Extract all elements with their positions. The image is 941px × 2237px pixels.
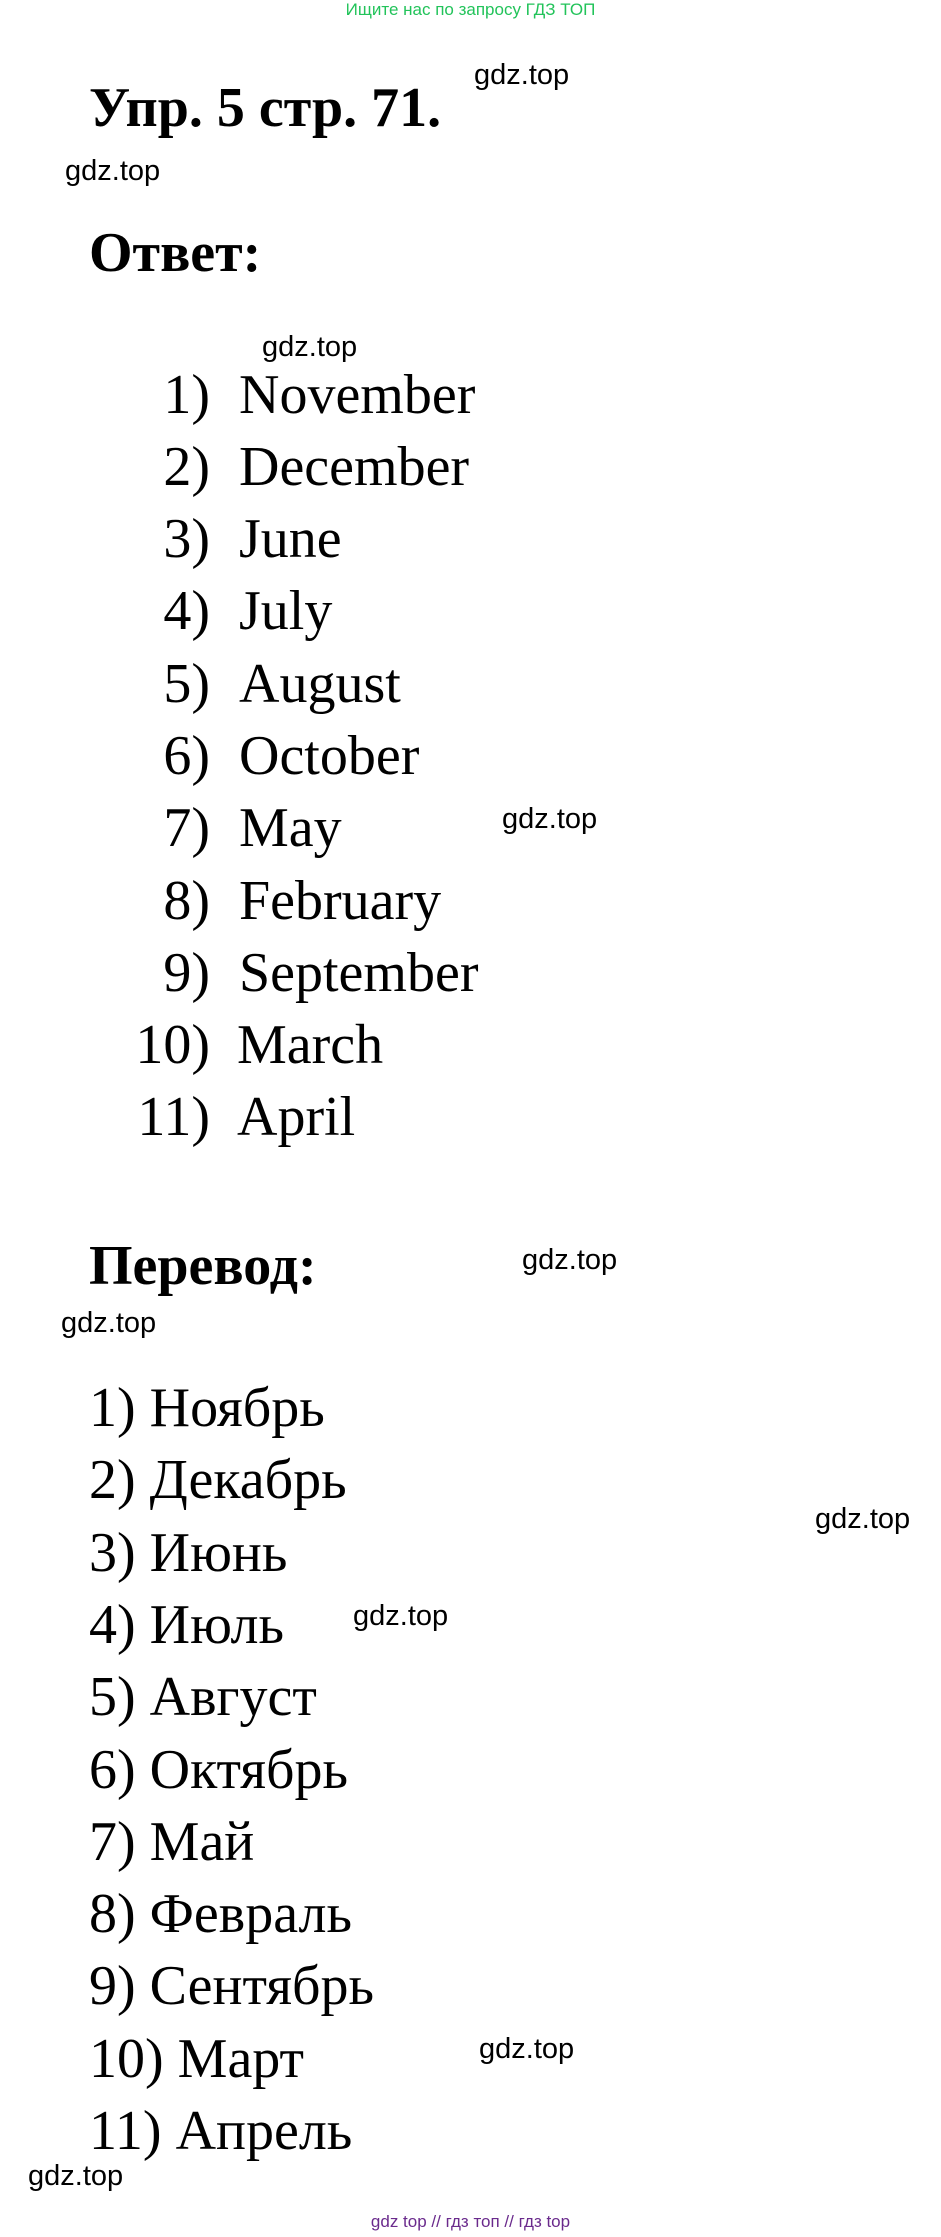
item-number: 8) (163, 870, 210, 932)
watermark: gdz.top (502, 803, 598, 835)
item-word: September (239, 942, 479, 1004)
item-word: July (239, 580, 333, 642)
watermark: gdz.top (28, 2160, 124, 2192)
item-word: June (239, 508, 342, 570)
watermark: gdz.top (65, 155, 161, 187)
item-number: 7) (163, 797, 210, 859)
item-number: 5) (163, 653, 210, 715)
footer: gdz top // гдз топ // гдз top (370, 2212, 571, 2231)
item-number: 6) (163, 725, 210, 787)
list-item: 8) Февраль (89, 1883, 353, 1945)
list-item: 7) Май (89, 1811, 255, 1873)
list-item: 2) Декабрь (89, 1449, 347, 1511)
list-item: 3) Июнь (89, 1522, 288, 1584)
item-number: 3) (163, 508, 210, 570)
item-number: 11) (137, 1086, 210, 1148)
watermark: gdz.top (61, 1307, 157, 1339)
list-item: 10) Март (89, 2028, 305, 2090)
translation-heading: Перевод: (89, 1235, 317, 1297)
item-word: August (239, 653, 401, 715)
watermark: gdz.top (474, 59, 570, 91)
list-item: 6) Октябрь (89, 1739, 349, 1801)
item-number: 10) (135, 1014, 210, 1076)
item-number: 1) (163, 364, 210, 426)
watermark: gdz.top (262, 331, 358, 363)
item-number: 2) (163, 436, 210, 498)
watermark: gdz.top (522, 1244, 618, 1276)
list-item: 11) Апрель (89, 2100, 353, 2162)
list-item: 9) Сентябрь (89, 1955, 375, 2017)
page-title: Упр. 5 стр. 71. (89, 77, 442, 139)
watermark: gdz.top (479, 2033, 575, 2065)
watermark: gdz.top (815, 1503, 911, 1535)
list-item: 4) Июль (89, 1594, 285, 1656)
item-word: October (239, 725, 420, 787)
top-banner: Ищите нас по запросу ГДЗ ТОП (345, 0, 596, 19)
item-word: December (239, 436, 470, 498)
item-word: February (239, 870, 442, 932)
item-number: 4) (163, 580, 210, 642)
item-word: April (237, 1086, 356, 1148)
answer-heading: Ответ: (89, 222, 262, 284)
item-number: 9) (163, 942, 210, 1004)
list-item: 1) Ноябрь (89, 1377, 325, 1439)
list-item: 5) Август (89, 1666, 317, 1728)
item-word: May (239, 797, 342, 859)
item-word: November (239, 364, 476, 426)
watermark: gdz.top (353, 1600, 449, 1632)
item-word: March (237, 1014, 384, 1076)
